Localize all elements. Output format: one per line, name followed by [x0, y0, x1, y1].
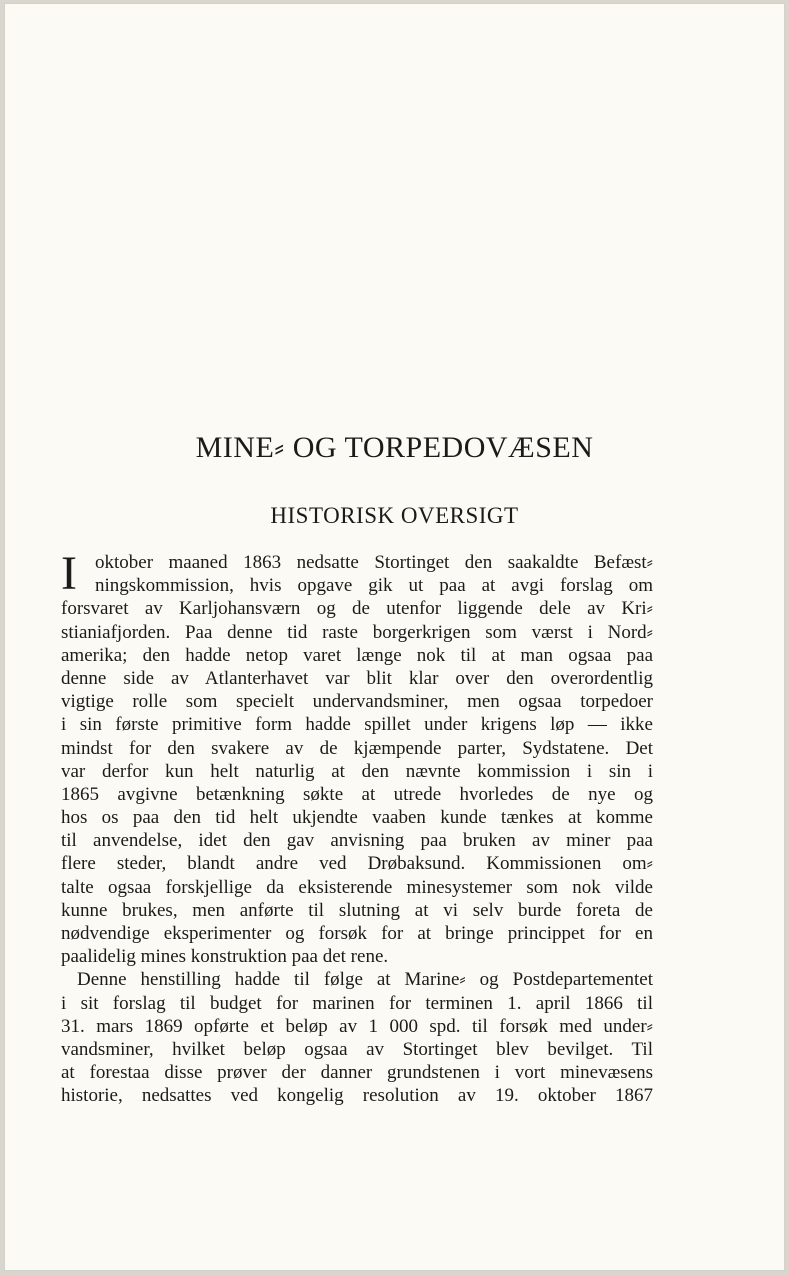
text-line: stianiafjorden. Paa denne tid raste borgerkrigen som værst i Nord⸗ — [61, 621, 653, 643]
text-line: at forestaa disse prøver der danner grundstenen i vort minevæsens — [61, 1062, 653, 1084]
text-line: oktober maaned 1863 nedsatte Stortinget den saakaldte Befæst⸗ — [95, 552, 653, 573]
text-line: til anvendelse, idet den gav anvisning paa bruken av miner paa — [61, 830, 653, 852]
body-text — [61, 547, 653, 1108]
text-line: paalidelig mines konstruktion paa det rene. — [61, 946, 389, 968]
section-title: HISTORISK OVERSIGT — [270, 503, 519, 528]
chapter-title: MINE⸗ OG TORPEDOVÆSEN — [195, 431, 594, 464]
text-line: vandsminer, hvilket beløp ogsaa av Stortinget blev bevilget. Til — [61, 1038, 653, 1060]
text-line: kunne brukes, men anførte til slutning at vi selv burde foreta de — [61, 899, 653, 921]
text-line: vigtige rolle som specielt undervandsminer, men ogsaa torpedoer — [61, 691, 653, 713]
text-line: ningskommission, hvis opgave gik ut paa at avgi forslag om — [95, 575, 653, 597]
text-line: 1865 avgivne betænkning søkte at utrede hvorledes de nye og — [61, 783, 653, 805]
text-line: nødvendige eksperimenter og forsøk for at bringe princippet for en — [61, 923, 653, 944]
text-line: denne side av Atlanterhavet var blit klar over den overordentlig — [61, 667, 653, 689]
text-line: talte ogsaa forskjellige da eksisterende minesystemer som nok vilde — [61, 876, 653, 898]
text-line: forsvaret av Karljohansværn og de utenfor liggende dele av Kri⸗ — [61, 598, 653, 620]
paragraph — [61, 547, 653, 968]
text-line: i sit forslag til budget for marinen for terminen 1. april 1866 til — [61, 992, 653, 1014]
text-line: i sin første primitive form hadde spillet under krigens løp — ikke — [61, 714, 653, 736]
text-line: hos os paa den tid helt ukjendte vaaben kunde tænkes at komme — [61, 807, 653, 829]
paragraph — [61, 968, 653, 1107]
text-line: 31. mars 1869 opførte et beløp av 1 000 spd. til forsøk med under⸗ — [61, 1015, 653, 1037]
text-line: mindst for den svakere av de kjæmpende parter, Sydstatene. Det — [61, 737, 653, 759]
text-line: flere steder, blandt andre ved Drøbaksund. Kommissionen om⸗ — [61, 853, 653, 875]
paragraphs — [61, 547, 653, 1108]
text-line: var derfor kun helt naturlig at den nævnte kommission i sin i — [61, 760, 653, 782]
text-line: amerika; den hadde netop varet længe nok til at man ogsaa paa — [61, 644, 653, 666]
drop-cap: I — [61, 547, 77, 600]
text-line: Denne henstilling hadde til følge at Marine⸗ og Postdepartementet — [77, 969, 653, 991]
book-page — [4, 3, 785, 1271]
text-line: historie, nedsattes ved kongelig resolution av 19. oktober 1867 — [61, 1085, 653, 1107]
